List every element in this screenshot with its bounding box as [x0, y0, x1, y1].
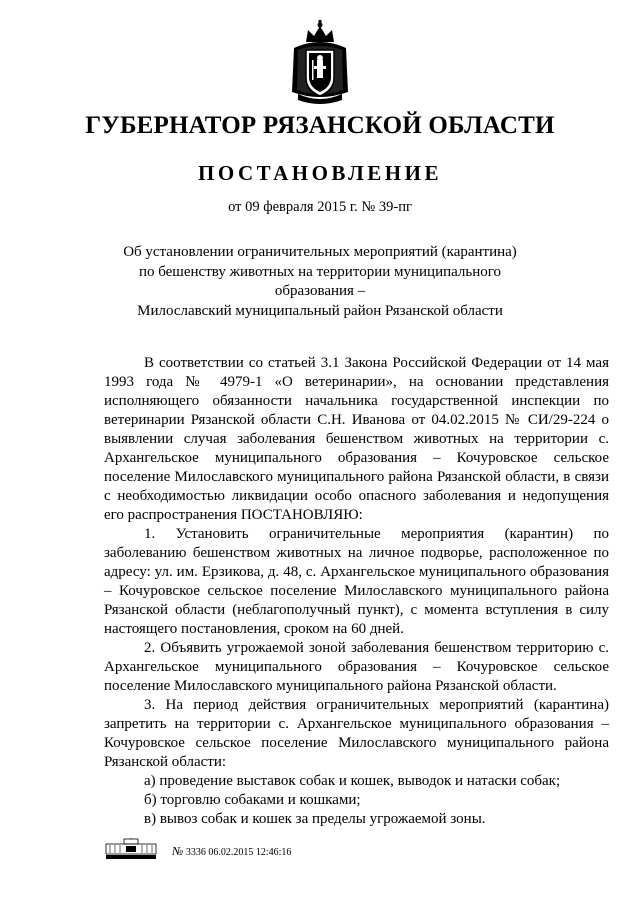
registration-text: 3336 06.02.2015 12:46:16	[185, 847, 292, 858]
title-line: Милославский муниципальный район Рязанской области	[137, 302, 503, 319]
authority-heading: ГУБЕРНАТОР РЯЗАНСКОЙ ОБЛАСТИ	[85, 112, 555, 139]
item-1-paragraph: 1. Установить ограничительные мероприятия (карантин) по заболеванию бешенством животных на личное подворье, расположенное по адресу: ул. им. Ерзикова, д. 48, с. Архангельское муниципального образования – Кочуровское сельское поселение Милославского муниципального района Рязанской области (неблагополучный пункт), с момента вступления в силу настоящего постановления, сроком на 60 дней.	[104, 526, 609, 637]
item-3a-paragraph: а) проведение выставок собак и кошек, выводок и натаски собак;	[144, 773, 561, 789]
item-3c-paragraph: в) вывоз собак и кошек за пределы угрожаемой зоны.	[144, 811, 486, 827]
item-3b-paragraph: б) торговлю собаками и кошками;	[144, 792, 361, 808]
item-3-paragraph: 3. На период действия ограничительных мероприятий (карантина) запретить на территории с. Архангельское муниципального образования – Кочуровское сельское поселение Милославского муниципального района Рязанской области:	[104, 697, 609, 770]
document-type: ПОСТАНОВЛЕНИЕ	[198, 161, 442, 185]
building-stamp-icon	[104, 838, 158, 860]
coat-of-arms-icon	[288, 20, 352, 106]
document-date-number: от 09 февраля 2015 г. № 39-пг	[228, 199, 412, 215]
title-line: Об установлении ограничительных мероприятий (карантина)	[123, 244, 517, 260]
number-sign: №	[172, 844, 184, 858]
document-body	[104, 354, 609, 829]
document-title	[100, 243, 540, 321]
intro-paragraph: В соответствии со статьей 3.1 Закона Российской Федерации от 14 мая 1993 года № 4979-1 «О ветеринарии», на основании представления исполняющего обязанности начальника государственной инспекции по ветеринарии Рязанской области С.Н. Иванова от 04.02.2015 № СИ/29-224 о выявлении случая заболевания бешенством животных на территории с. Архангельское муниципального образования – Кочуровское сельское поселение Милославского муниципального района Рязанской области, в связи с необходимостью ликвидации особо опасного заболевания и недопущения его распространения ПОСТАНОВЛЯЮ:	[104, 355, 609, 523]
title-line: по бешенству животных на территории муниципального образования –	[138, 263, 502, 299]
registration-number	[172, 844, 291, 859]
registration-footer	[104, 836, 364, 866]
item-2-paragraph: 2. Объявить угрожаемой зоной заболевания бешенством территорию с. Архангельское муниципального образования – Кочуровское сельское поселение Милославского муниципального района Рязанской области.	[104, 640, 609, 694]
